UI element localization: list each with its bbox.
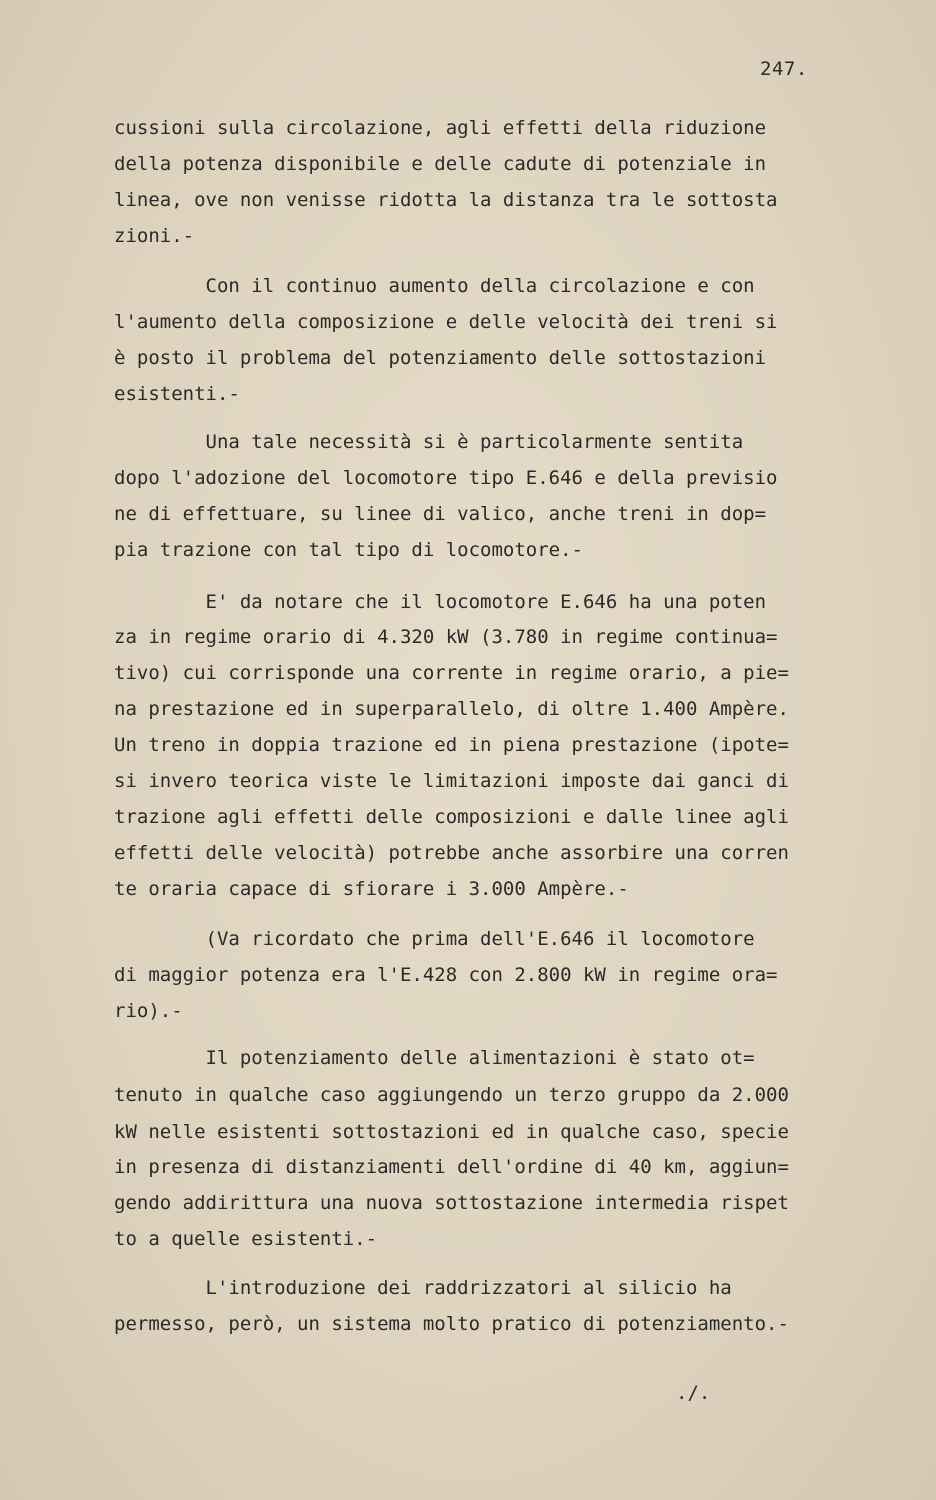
text-line: linea, ove non venisse ridotta la distanza tra le sottosta [114,189,778,211]
text-line: tenuto in qualche caso aggiungendo un terzo gruppo da 2.000 [114,1084,789,1106]
text-line: E' da notare che il locomotore E.646 ha una poten [114,591,767,613]
text-line: trazione agli effetti delle composizioni e dalle linee agli [114,806,789,828]
text-line: te oraria capace di sfiorare i 3.000 Ampère.- [114,878,629,900]
text-line: di maggior potenza era l'E.428 con 2.800 kW in regime ora= [114,964,778,986]
text-line: za in regime orario di 4.320 kW (3.780 in regime continua= [114,626,778,648]
text-line: ne di effettuare, su linee di valico, anche treni in dop= [114,503,767,525]
page-number: 247. [760,58,808,80]
text-line: rio).- [114,1000,183,1022]
text-line: na prestazione ed in superparallelo, di oltre 1.400 Ampère. [114,698,789,720]
text-line: permesso, però, un sistema molto pratico di potenziamento.- [114,1313,789,1335]
text-line: Con il continuo aumento della circolazione e con [114,275,755,297]
text-line: in presenza di distanziamenti dell'ordine di 40 km, aggiun= [114,1156,789,1178]
text-line: è posto il problema del potenziamento delle sottostazioni [114,347,767,369]
text-line: Un treno in doppia trazione ed in piena prestazione (ipote= [114,734,789,756]
text-line: pia trazione con tal tipo di locomotore.- [114,539,583,561]
text-line: Il potenziamento delle alimentazioni è stato ot= [114,1047,755,1069]
text-line: Una tale necessità si è particolarmente sentita [114,431,744,453]
text-line: (Va ricordato che prima dell'E.646 il locomotore [114,928,755,950]
text-line: to a quelle esistenti.- [114,1228,378,1250]
text-line: dopo l'adozione del locomotore tipo E.646 e della previsio [114,467,778,489]
text-line: della potenza disponibile e delle cadute di potenziale in [114,153,767,175]
continuation-mark: ./. [676,1382,711,1404]
text-line: gendo addirittura una nuova sottostazione intermedia rispet [114,1192,789,1214]
text-line: effetti delle velocità) potrebbe anche assorbire una corren [114,842,789,864]
text-line: cussioni sulla circolazione, agli effetti della riduzione [114,117,767,139]
text-line: zioni.- [114,225,195,247]
text-line: kW nelle esistenti sottostazioni ed in qualche caso, specie [114,1121,789,1143]
text-line: L'introduzione dei raddrizzatori al silicio ha [114,1277,732,1299]
text-line: l'aumento della composizione e delle velocità dei treni si [114,311,778,333]
text-line: si invero teorica viste le limitazioni imposte dai ganci di [114,770,789,792]
text-line: tivo) cui corrisponde una corrente in regime orario, a pie= [114,662,789,684]
text-line: esistenti.- [114,383,240,405]
